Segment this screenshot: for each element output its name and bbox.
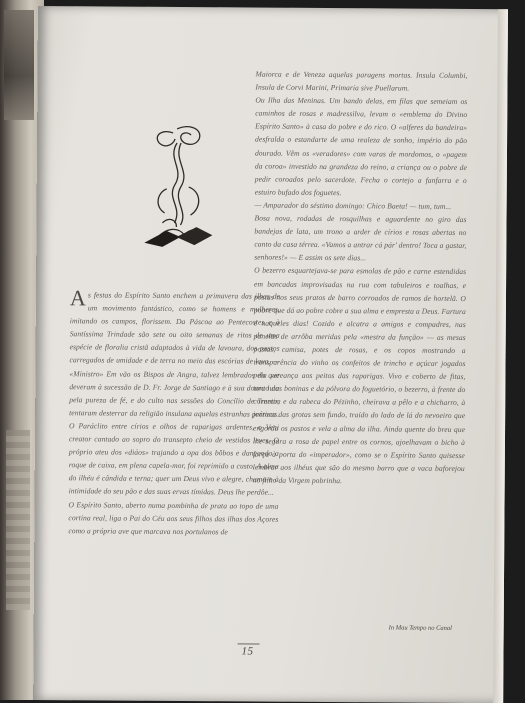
right-column-paragraph: Bosa nova, rodadas de rosquilhas e aguardente no giro das bandejas de lata, um trono a arder de círios e rosas abertas no canto da casa térrea. «Vamos a antrar cá pár' dentro! Toca a gastar, senhores!» — E assim os sete dias... (254, 213, 467, 263)
right-column-paragraph: O bezerro esquartejava-se para esmolas de pão e carne estendidas em bancadas improvisadas na rua com tabuleiros e toalhas, e postas nos seus pratos de barro corroados de ramos de hortelã. O pobre que dá ao pobre cobre a sua alma e empresta a Deus. Fartura é naqueles dias! Cozido e alcatra a amigos e compadres, nas panelas de arrôba meridas pela «mestra da função» — as mesas postas, camisa, potes de rosas, e os copos mostrando a transparência do vinho os confeitos de trincho e açúcar jogados pela vereança aos peitos das raparigas. Vivo e coberto de fitas, tonto das boninas e da pólvora do foguetório, o bezerro, à frente do cornetim e da rabeca do Pézinho, cheirava a pêlo e a chicharro, à jarroca das grotas sem fundo, traído do lado de lá do nevoeiro que engorda os pastos e vela a alma da ilha. Ainda quente do breu que lhe segura a rosa de papel entre os cornos, ajoelhavam o bicho à força à porta do «imperador», como se o Espírito Santo quisesse lembrar aos ilhéus que são do mesmo barro que a vaca baforejou no filho da Virgem pobrinha. (252, 265, 467, 486)
page-number: 15 (241, 645, 254, 658)
right-column-paragraph: Ou Ilha das Meninas. Um bando delas, em filas que semeiam os caminhos de rosas e madressilva, levam o «emblema do Divino Espírito Santo» à casa do pobre e do rico. O «alferes da bandeira» desfralda o estandarte de uma realeza de sonho, império do pão dourado. Vêm os «veradores» com varas de mordomos, o «pagem da coroa» investido na grandeza do reino, a criança ou o pobre de pedir coroados pelo sacerdote. Fecha o cortejo a fanfarra e o estuiro bufado dos foguetes. (254, 95, 468, 197)
left-column-paragraph-text: s festas do Espírito Santo enchem a primavera das ilhas de um movimento fantástico, como se homens e mulheres, imitando os campos, florissem. Da Páscoa ao Pentecostes e à Santíssima Trindade são sete ou oito semanas de ritos de uma espécie de floralia cristã adaptados à vida de lavoura, dos pastos carregados de umidade e de terra no meio das escórias de lava. — «Ministro» Em vão os Bispos de Angra, talvez lembrados do que deveram à sucessão de D. Fr. Jorge de Santiago e à sua doura luta pela pureza de fé, e do culto nas sessões do Concílio de Trento, tentaram desterrar da religião insulana aquelas estranhas práticas. O Paráclito entre círios e olhos de raparigas ardentes, o Veni creator cantado ao sopro do transepto cheio de vestidos leves. O próprio ateu dos «diáos» trajando a opa dos bôbos e dançando a roque de caixa, em plena capela-mor, foi reprimido a custo. A alma do ilhéu é cândida e terna; quer um Deus vivo e alegre, chama-o à intimidade do seu pão e das suas ervas tímidas. Deus lhe perdôe... (68, 290, 281, 498)
facing-page-text (6, 430, 30, 610)
page-number-rule (238, 643, 260, 644)
right-column-dialogue: — Amparador do séstimo domingo: Chico Baeta! — tum, tum... (254, 200, 452, 211)
left-column-first-paragraph (68, 285, 281, 499)
dove-ornament-icon (136, 119, 217, 250)
running-title: In Mau Tempo no Canal (388, 624, 453, 632)
right-column (253, 68, 468, 488)
facing-page-photo (4, 10, 34, 120)
left-column-paragraph: O Espírito Santo, aberto numa pombinha de prata ao topo de uma cortina real, liga o Pai do Céu aos seus filhos das ilhas dos Açores como a própria ave que marcava nos portulanos de (68, 499, 279, 537)
drop-cap: A (69, 285, 87, 311)
page-edge (493, 9, 508, 703)
left-column (68, 285, 281, 538)
right-column-opening: Maiorca e de Veneza aquelas paragens mortas. Insula Columbi, Insula de Corvi Marini, Primaria sive Puellarum. (255, 69, 468, 93)
book-page (33, 6, 508, 703)
